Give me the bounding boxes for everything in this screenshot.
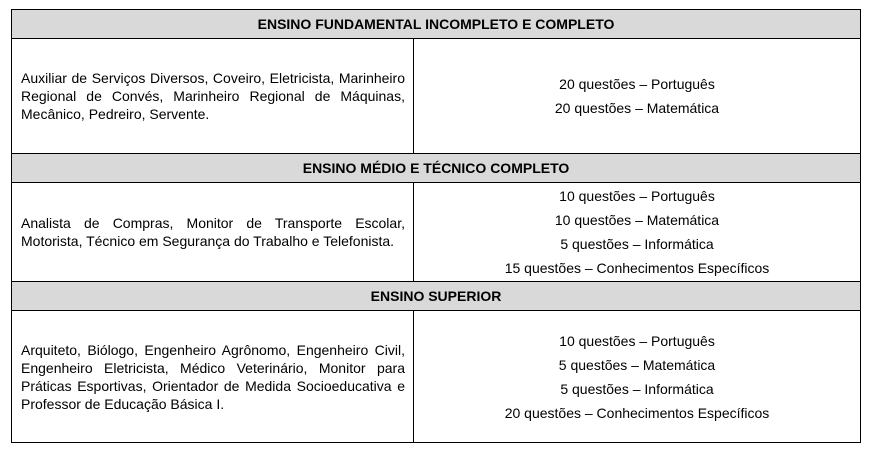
section-content-row xyxy=(12,39,861,154)
questions-cell-superior xyxy=(414,311,861,443)
section-header-row xyxy=(12,154,861,183)
section-header-row xyxy=(12,10,861,39)
question-line: 10 questões – Português xyxy=(559,332,715,349)
question-line: 5 questões – Informática xyxy=(560,236,714,252)
question-line: 15 questões – Conhecimentos Específicos xyxy=(504,260,770,276)
question-line: 10 questões – Português xyxy=(559,188,715,204)
section-content-row xyxy=(12,183,861,282)
section-content-row xyxy=(12,311,861,443)
positions-list-superior: Arquiteto, Biólogo, Engenheiro Agrônomo, Engenheiro Civil, Engenheiro Eletricista, Médico Veterinário, Monitor para Práticas Esportivas, Orientador de Medida Socioeducativa e Professor de Educação Básica I. xyxy=(12,311,414,443)
exam-distribution-table xyxy=(11,9,861,443)
section-header-row xyxy=(12,282,861,311)
question-line: 20 questões – Matemática xyxy=(554,100,720,116)
positions-list-fundamental: Auxiliar de Serviços Diversos, Coveiro, Eletricista, Marinheiro Regional de Convés, Marinheiro Regional de Máquinas, Mecânico, Pedreiro, Servente. xyxy=(12,39,414,154)
question-line: 5 questões – Informática xyxy=(560,380,714,397)
section-title-superior: ENSINO SUPERIOR xyxy=(12,282,861,311)
question-line: 10 questões – Matemática xyxy=(554,212,720,228)
question-line: 20 questões – Português xyxy=(559,76,715,92)
questions-cell-fundamental xyxy=(414,39,861,154)
section-title-medio: ENSINO MÉDIO E TÉCNICO COMPLETO xyxy=(12,154,861,183)
section-title-fundamental: ENSINO FUNDAMENTAL INCOMPLETO E COMPLETO xyxy=(12,10,861,39)
question-line: 5 questões – Matemática xyxy=(558,356,716,373)
positions-list-medio: Analista de Compras, Monitor de Transporte Escolar, Motorista, Técnico em Segurança do Trabalho e Telefonista. xyxy=(12,183,414,282)
question-line: 20 questões – Conhecimentos Específicos xyxy=(504,404,770,421)
questions-cell-medio xyxy=(414,183,861,282)
